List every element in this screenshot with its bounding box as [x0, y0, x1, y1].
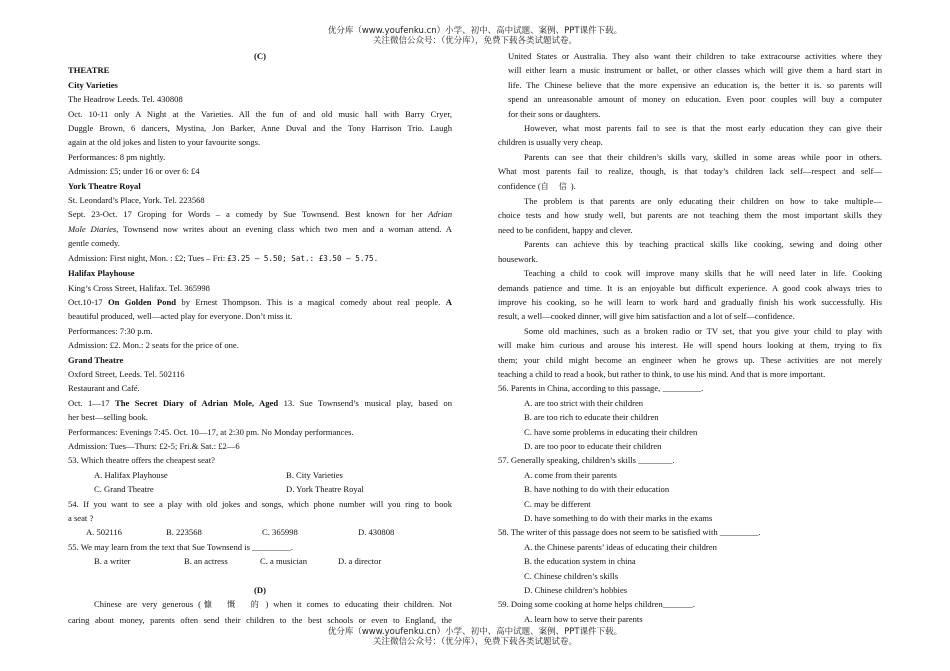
grand-theatre-desc: Oct. 1—17 The Secret Diary of Adrian Mole, Aged 13. Sue Townsend’s musical play, based on [68, 397, 452, 408]
question-55-option-d: D. a director [338, 556, 382, 567]
page-footer [0, 627, 950, 647]
halifax-address: King’s Cross Street, Halifax. Tel. 365998 [68, 282, 210, 293]
question-53-stem: 53. Which theatre offers the cheapest seat? [68, 455, 215, 466]
header-line-1: 优分库（www.youfenku.cn）小学、初中、高中试题、案例、PPT课件下载。 [327, 26, 623, 36]
passage-d-paragraph: need to be confident, happy and clever. [498, 224, 633, 235]
left-column [68, 49, 452, 627]
question-56-option-c: C. have some problems in educating their children [524, 426, 698, 437]
passage-d-paragraph: result, a well—cooked dinner, will give him satisfaction and a lot of self—confidence. [498, 311, 795, 322]
halifax-title: Halifax Playhouse [68, 268, 135, 279]
header-line-2: 关注微信公众号：（优分库），免费下载各类试题试卷。 [372, 36, 577, 46]
passage-d-paragraph: Parents can see that their children’s skills vary, skilled in some areas while poor in others. [524, 151, 882, 162]
passage-d-paragraph: will either learn a music instrument or ballet, or other classes which will give them a hard start in [508, 65, 882, 76]
question-53-option-c: C. Grand Theatre [94, 484, 154, 495]
passage-d-paragraph: spend an unreasonable amount of money on education. Even poor couples will buy a computer [508, 94, 882, 105]
section-d-title: (D) [254, 585, 266, 596]
york-theatre-admission: Admission: First night, Mon. : £2; Tues – Fri: £3.25 – 5.50; Sat.: £3.50 – 5.75. [68, 252, 379, 263]
question-59-stem: 59. Doing some cooking at home helps children_______. [498, 599, 695, 610]
passage-d-paragraph: will make him curious and arouse his interest. He will spend hours looking at them, trying to fix [498, 340, 882, 351]
question-53-option-d: D. York Theatre Royal [286, 484, 364, 495]
question-56-stem: 56. Parents in China, according to this passage, _________. [498, 383, 704, 394]
footer-line-2: 关注微信公众号：（优分库），免费下载各类试题试卷。 [372, 637, 577, 647]
question-57-option-b: B. have nothing to do with their education [524, 484, 670, 495]
question-54-option-d: D. 430808 [358, 527, 395, 538]
passage-d-paragraph: Teaching a child to cook will improve many skills that he will need later in life. Cooking [524, 268, 882, 279]
passage-d-paragraph: Some old machines, such as a broken radio or TV set, that you give your child to play with [524, 325, 882, 336]
question-53-option-a: A. Halifax Playhouse [94, 469, 168, 480]
question-56-option-a: A. are too strict with their children [524, 397, 644, 408]
passage-d-paragraph: United States or Australia. They also want their children to take extracourse activities where they [508, 51, 882, 61]
grand-theatre-performances: Performances: Evenings 7:45. Oct. 10—17, at 2:30 pm. No Monday performances. [68, 426, 354, 437]
passage-d-paragraph: caring about money, parents often send their children to the best schools or even to England, the [68, 614, 452, 625]
question-55-stem: 55. We may learn from the text that Sue Townsend is _________. [68, 541, 293, 552]
question-53-options-row [68, 482, 452, 496]
question-54-stem: a seat ? [68, 513, 94, 523]
city-varieties-address: The Headrow Leeds. Tel. 430808 [68, 94, 183, 105]
halifax-admission: Admission: £2. Mon.: 2 seats for the price of one. [68, 340, 239, 351]
passage-d-paragraph: children is usually very cheap. [498, 137, 603, 148]
city-varieties-performances: Performances: 8 pm nightly. [68, 151, 166, 162]
question-55-options-row [68, 554, 452, 568]
question-56-option-b: B. are too rich to educate their children [524, 412, 659, 423]
york-theatre-title: York Theatre Royal [68, 180, 141, 191]
question-59-option-a: A. learn how to serve their parents [524, 613, 643, 624]
passage-d-paragraph: confidence (自 信). [498, 180, 576, 191]
york-theatre-desc: gentle comedy. [68, 238, 120, 249]
passage-d-paragraph: life. The Chinese believe that the more expensive an education is, the better it is. so parents will [508, 79, 882, 90]
question-58-option-c: C. Chinese children’s skills [524, 570, 619, 581]
grand-theatre-restaurant: Restaurant and Café. [68, 383, 140, 394]
passage-d-paragraph: teaching a child to read a book, but rather to think, to use his mind. And that is more important. [498, 368, 826, 379]
question-58-option-d: D. Chinese children’s hobbies [524, 585, 628, 596]
question-53-option-b: B. City Varieties [286, 469, 343, 480]
question-53-options-row [68, 468, 452, 482]
passage-d-paragraph: demands patience and time. It is an enjoyable but difficult experience. A good cook always tries to [498, 282, 882, 293]
question-54-options-row [68, 525, 452, 539]
question-55-option-a: B. a writer [94, 556, 131, 567]
passage-d-paragraph: them; your child might become an engineer when he grows up. These activities are not merely [498, 354, 882, 365]
passage-d-paragraph: However, what most parents fail to see is that the most early education they can give their [524, 123, 882, 134]
grand-theatre-address: Oxford Street, Leeds. Tel. 502116 [68, 368, 185, 379]
question-54-option-b: B. 223568 [166, 527, 202, 538]
theatre-heading: THEATRE [68, 65, 110, 76]
grand-theatre-title: Grand Theatre [68, 354, 124, 365]
question-55-option-c: C. a musician [260, 556, 308, 567]
passage-d-paragraph: What most parents fail to realize, though, is that today’s children lack self—respect and self— [498, 166, 882, 177]
city-varieties-desc: Duggle Brown, 6 dancers, Mystina, Jon Barker, Anne Duval and the Tony Harrison Trio. Laugh [68, 123, 452, 134]
question-58-option-b: B. the education system in china [524, 556, 636, 567]
passage-d-paragraph: Parents can achieve this by teaching practical skills like cooking, sewing and doing other [524, 239, 882, 250]
question-58-stem: 58. The writer of this passage does not seem to be satisfied with _________. [498, 527, 761, 538]
question-57-option-c: C. may be different [524, 498, 591, 509]
passage-d-paragraph: for their sons or daughters. [508, 108, 601, 119]
city-varieties-admission: Admission: £5; under 16 or over 6: £4 [68, 166, 200, 177]
page-header [0, 26, 950, 46]
passage-d-paragraph: improve his cooking, so he will learn to work hard and gradually finish his work successfully. His [498, 296, 882, 307]
spacer [68, 569, 452, 583]
york-theatre-address: St. Leondard’s Place, York. Tel. 223568 [68, 195, 205, 206]
passage-d-paragraph: choice tests and how study well, but parents are not teaching them the most important skills they [498, 210, 882, 221]
question-54-option-c: C. 365998 [262, 527, 298, 538]
question-56-option-d: D. are too poor to educate their children [524, 440, 662, 451]
question-54-option-a: A. 502116 [86, 527, 122, 538]
york-theatre-desc: Mole Diaries, Townsend now writes about an evening class which two men and a woman attend. A [68, 223, 452, 234]
question-57-stem: 57. Generally speaking, children’s skills ________. [498, 455, 675, 466]
question-54-stem: 54. If you want to see a play with old jokes and songs, which phone number will you ring to book [68, 498, 452, 509]
city-varieties-desc: again at the old jokes and listen to your favourite songs. [68, 137, 261, 148]
halifax-performances: Performances: 7:30 p.m. [68, 325, 153, 336]
halifax-desc: beautiful produced, well—acted play for everyone. Don’t miss it. [68, 311, 293, 322]
grand-theatre-desc: her best—selling book. [68, 412, 148, 423]
city-varieties-title: City Varieties [68, 79, 118, 90]
footer-line-1: 优分库（www.youfenku.cn）小学、初中、高中试题、案例、PPT课件下载。 [327, 627, 623, 637]
passage-d-paragraph: Chinese are very generous (慷 慨 的) when it comes to educating their children. Not [94, 599, 452, 610]
passage-d-paragraph: The problem is that parents are only educating their children on how to take multiple— [524, 196, 882, 207]
question-58-option-a: A. the Chinese parents’ ideas of educating their children [524, 541, 717, 552]
york-theatre-desc: Sept. 23-Oct. 17 Groping for Words – a comedy by Sue Townsend. Best known for her Adrian [68, 209, 452, 220]
right-column [498, 49, 882, 626]
question-55-option-b: B. an actress [184, 556, 228, 567]
halifax-desc: Oct.10-17 On Golden Pond by Ernest Thompson. This is a magical comedy about real people. A [68, 296, 452, 307]
section-c-title: (C) [254, 51, 266, 61]
city-varieties-desc: Oct. 10-11 only A Night at the Varieties. All the fun of and old music hall with Barry Cryer, [68, 108, 452, 119]
question-57-option-a: A. come from their parents [524, 469, 617, 480]
passage-d-paragraph: housework. [498, 253, 538, 264]
grand-theatre-admission: Admission: Tues—Thurs: £2-5; Fri.& Sat.: £2—6 [68, 440, 240, 451]
question-57-option-d: D. have something to do with their marks in the exams [524, 513, 713, 523]
